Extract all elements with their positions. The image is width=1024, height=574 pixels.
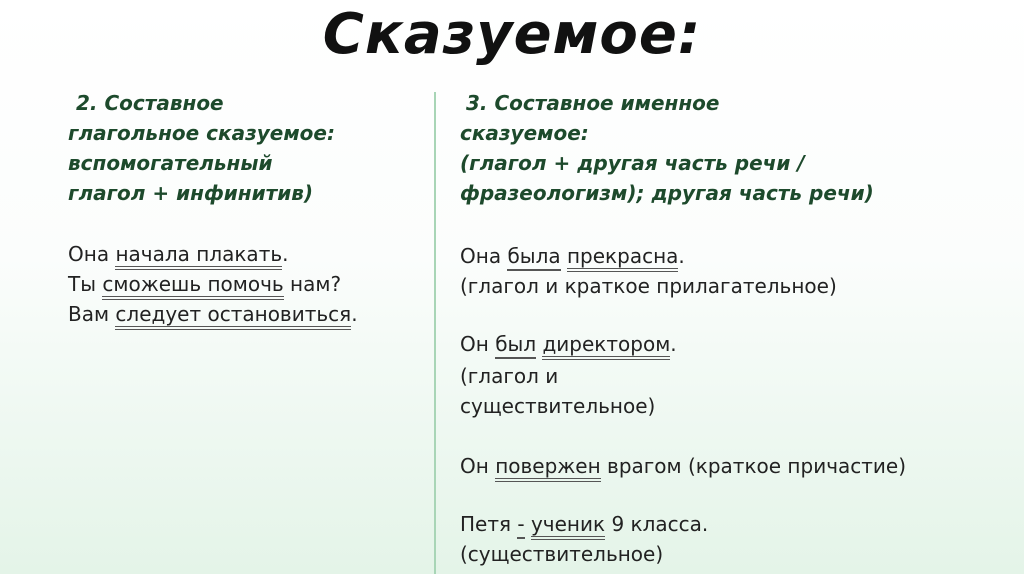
underlined-predicate: начала плакать [115, 242, 282, 270]
column-divider [434, 92, 436, 574]
sentence-text [561, 244, 567, 268]
sentence-text: Он [460, 332, 496, 356]
example-sentence [460, 242, 685, 270]
sentence-text [525, 512, 531, 536]
underlined-predicate: повержен [495, 454, 601, 482]
example-sentence [68, 270, 341, 298]
sentence-text: 9 класса. [605, 512, 709, 536]
sentence-text: . [670, 332, 677, 356]
example-note: (глагол и [460, 364, 559, 388]
sentence-text: Он [460, 454, 496, 478]
slide-title: Сказуемое: [322, 2, 702, 67]
sentence-text: . [678, 244, 685, 268]
underlined-copula: - [517, 512, 524, 539]
sentence-text: врагом (краткое причастие) [600, 454, 907, 478]
example-note: существительное) [460, 394, 656, 418]
underlined-predicate: сможешь помочь [102, 272, 283, 300]
sentence-text: . [282, 242, 289, 266]
left-heading-line: глагольное сказуемое: [68, 121, 335, 145]
sentence-text: . [351, 302, 358, 326]
sentence-text: нам? [283, 272, 342, 296]
underlined-predicate: прекрасна [567, 244, 678, 272]
right-heading-line: (глагол + другая часть речи / [460, 151, 805, 175]
sentence-text: Ты [68, 272, 103, 296]
example-sentence [460, 452, 906, 480]
example-sentence [460, 510, 708, 538]
sentence-text: Вам [68, 302, 116, 326]
left-heading-line: 2. Составное [76, 91, 224, 115]
example-note: (существительное) [460, 542, 664, 566]
sentence-text: Петя [460, 512, 518, 536]
example-sentence [68, 300, 358, 328]
underlined-copula: была [507, 244, 560, 271]
left-heading-line: вспомогательный [68, 151, 273, 175]
underlined-copula: был [495, 332, 536, 359]
sentence-text: Она [68, 242, 116, 266]
right-heading-line: сказуемое: [460, 121, 589, 145]
right-heading-line: фразеологизм); другая часть речи) [460, 181, 874, 205]
underlined-predicate: следует остановиться [115, 302, 351, 330]
underlined-predicate: ученик [531, 512, 605, 540]
sentence-text: Она [460, 244, 508, 268]
underlined-predicate: директором [542, 332, 670, 360]
example-sentence [68, 240, 289, 268]
example-note: (глагол и краткое прилагательное) [460, 274, 837, 298]
right-heading-line: 3. Составное именное [466, 91, 720, 115]
left-heading-line: глагол + инфинитив) [68, 181, 314, 205]
example-sentence [460, 330, 677, 358]
